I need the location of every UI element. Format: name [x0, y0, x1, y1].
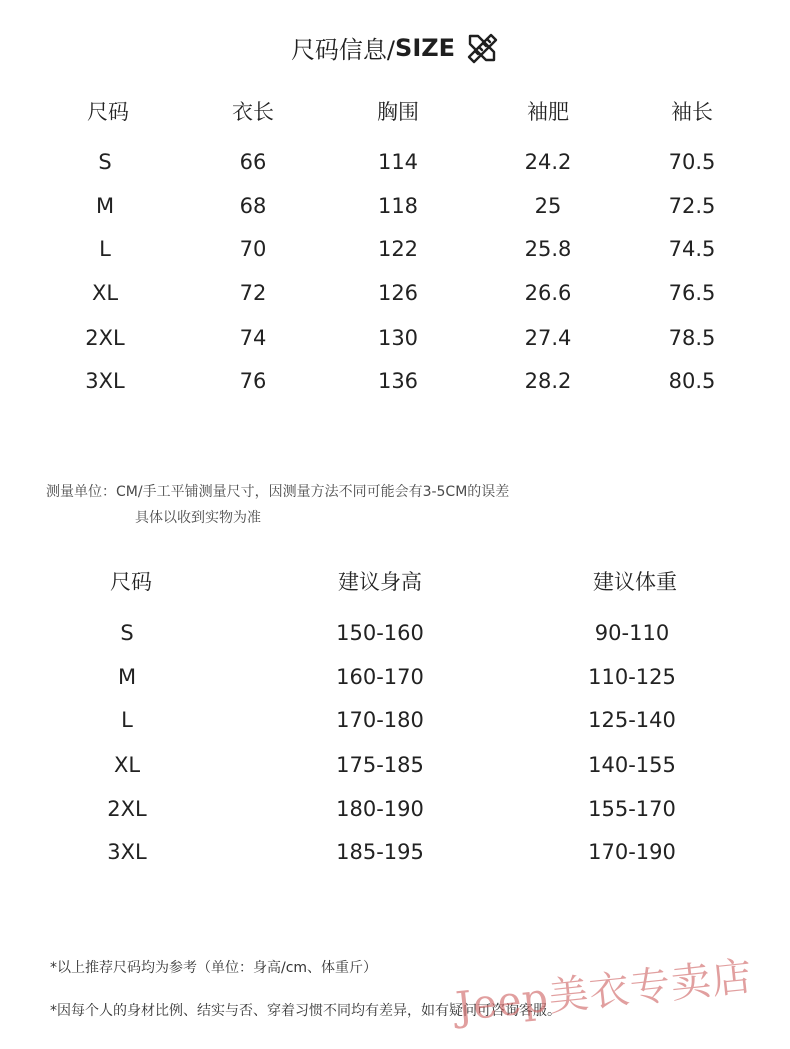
size-table-header-cell: 胸围 [377, 100, 419, 124]
size-table-cell: 136 [377, 369, 419, 393]
size-table-header-cell: 尺码 [87, 100, 129, 124]
size-table-cell: S [98, 150, 112, 174]
size-table-cell: L [99, 237, 111, 261]
recommend-table-header-cell: 建议身高 [338, 570, 422, 594]
ruler-pencil-icon [465, 31, 499, 65]
recommend-table-cell: 90-110 [594, 621, 670, 645]
recommend-table-cell: 3XL [107, 840, 147, 864]
recommend-table-row [0, 745, 790, 785]
size-table-cell: 66 [239, 150, 267, 174]
size-table-cell: 70.5 [668, 150, 716, 174]
size-table-cell: 68 [239, 194, 267, 218]
size-table-row [0, 318, 790, 358]
recommend-table-cell: M [117, 665, 137, 689]
size-table-cell: 122 [377, 237, 419, 261]
recommend-table-row [0, 613, 790, 653]
size-table-cell: 126 [377, 281, 419, 305]
size-table-cell: 74 [239, 326, 267, 350]
recommend-table-row [0, 789, 790, 829]
recommend-table-cell: 2XL [107, 797, 147, 821]
size-table-cell: 3XL [85, 369, 125, 393]
size-table-cell: 72 [239, 281, 267, 305]
recommend-table-row [0, 832, 790, 872]
size-table-cell: 25.8 [524, 237, 572, 261]
store-watermark: Jeep美衣专卖店 [453, 953, 755, 1031]
recommend-table-cell: S [120, 621, 134, 645]
recommend-table-cell: 140-155 [588, 753, 676, 777]
recommend-table-cell: XL [113, 753, 141, 777]
recommend-table-cell: 170-190 [588, 840, 676, 864]
size-table-row [0, 142, 790, 182]
size-table-header-cell: 衣长 [232, 100, 274, 124]
size-table-cell: 76.5 [668, 281, 716, 305]
size-table-cell: 76 [239, 369, 267, 393]
title-en: SIZE [395, 33, 456, 62]
recommend-table-cell: 110-125 [588, 665, 676, 689]
size-table-cell: 26.6 [524, 281, 572, 305]
size-table-cell: 70 [239, 237, 267, 261]
size-table-cell: 118 [377, 194, 419, 218]
size-table-cell: 27.4 [524, 326, 572, 350]
recommend-table-row [0, 657, 790, 697]
size-table-header-cell: 袖肥 [527, 100, 569, 124]
footnote-line1: *以上推荐尺码均为参考（单位：身高/cm、体重斤） [50, 960, 378, 976]
recommend-table-cell: 150-160 [336, 621, 424, 645]
size-table-cell: 25 [534, 194, 562, 218]
recommend-table-cell: L [121, 708, 133, 732]
footnote-line2: *因每个人的身材比例、结实与否、穿着习惯不同均有差异，如有疑问可咨询客服。 [50, 1003, 561, 1019]
size-table-cell: 74.5 [668, 237, 716, 261]
recommend-table-cell: 175-185 [336, 753, 424, 777]
recommend-table-cell: 180-190 [336, 797, 424, 821]
recommend-table-cell: 155-170 [588, 797, 676, 821]
recommend-table-row [0, 700, 790, 740]
recommend-table-cell: 160-170 [336, 665, 424, 689]
size-table-row [0, 361, 790, 401]
size-table-cell: 72.5 [668, 194, 716, 218]
size-table-cell: 80.5 [668, 369, 716, 393]
measure-note-line2: 具体以收到实物为准 [135, 510, 261, 526]
size-table-cell: M [95, 194, 115, 218]
size-table-row [0, 273, 790, 313]
page-title [0, 30, 790, 65]
measure-note-line1: 测量单位：CM/手工平铺测量尺寸，因测量方法不同可能会有3-5CM的误差 [46, 484, 510, 500]
title-zh: 尺码信息/ [290, 36, 396, 64]
size-table-cell: XL [91, 281, 119, 305]
size-table-cell: 24.2 [524, 150, 572, 174]
size-table-cell: 2XL [85, 326, 125, 350]
size-table-cell: 78.5 [668, 326, 716, 350]
recommend-table-cell: 170-180 [336, 708, 424, 732]
recommend-table-header [0, 562, 790, 602]
recommend-table-header-cell: 建议体重 [593, 570, 677, 594]
size-table-cell: 28.2 [524, 369, 572, 393]
recommend-table-cell: 125-140 [588, 708, 676, 732]
recommend-table-header-cell: 尺码 [110, 570, 152, 594]
size-table-cell: 130 [377, 326, 419, 350]
size-table-row [0, 186, 790, 226]
size-table-cell: 114 [377, 150, 419, 174]
recommend-table-cell: 185-195 [336, 840, 424, 864]
size-table-header-cell: 袖长 [671, 100, 713, 124]
size-table-header [0, 92, 790, 132]
size-table-row [0, 229, 790, 269]
